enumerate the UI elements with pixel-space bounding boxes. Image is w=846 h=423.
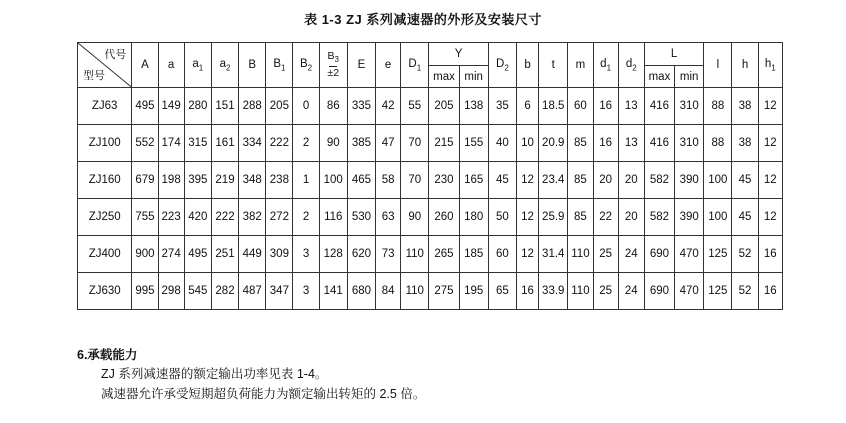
table-cell: 385	[347, 125, 375, 162]
header-B1: $B_1$	[266, 43, 293, 88]
table-cell: 47	[376, 125, 401, 162]
table-cell: 620	[347, 236, 375, 273]
table-cell: 155	[459, 125, 488, 162]
table-cell: 755	[132, 199, 158, 236]
table-cell: 20	[618, 199, 644, 236]
table-cell: 110	[568, 236, 593, 273]
table-cell: 55	[401, 88, 429, 125]
table-cell: 31.4	[539, 236, 568, 273]
table-cell: 100	[319, 162, 347, 199]
table-cell: 85	[568, 125, 593, 162]
table-cell: 22	[593, 199, 618, 236]
table-body	[78, 88, 783, 310]
header-m: m	[568, 43, 593, 88]
table-cell: 13	[618, 125, 644, 162]
table-cell: 70	[401, 162, 429, 199]
header-code-label: 代号	[104, 49, 127, 61]
table-cell: 60	[488, 236, 516, 273]
table-cell: 222	[211, 199, 238, 236]
table-cell: 298	[158, 273, 184, 310]
table-cell: 215	[429, 125, 459, 162]
header-B2: $B_2$	[293, 43, 319, 88]
table-row	[78, 236, 783, 273]
table-cell: 151	[211, 88, 238, 125]
table-cell: 40	[488, 125, 516, 162]
table-cell: 495	[132, 88, 158, 125]
table-row	[78, 88, 783, 125]
table-title: 表 1-3 ZJ 系列减速器的外形及安装尺寸	[304, 12, 542, 27]
table-cell: 223	[158, 199, 184, 236]
table-cell: 348	[239, 162, 266, 199]
table-cell: 125	[704, 273, 732, 310]
table-cell: 20.9	[539, 125, 568, 162]
table-cell: 3	[293, 236, 319, 273]
table-row	[78, 273, 783, 310]
header-e: e	[376, 43, 401, 88]
table-cell: 85	[568, 162, 593, 199]
header-a: a	[158, 43, 184, 88]
table-cell: 315	[184, 125, 211, 162]
table-cell: 251	[211, 236, 238, 273]
table-cell: 582	[644, 162, 674, 199]
table-cell: 138	[459, 88, 488, 125]
table-cell: 33.9	[539, 273, 568, 310]
table-cell: 165	[459, 162, 488, 199]
table-cell: 310	[675, 125, 704, 162]
table-cell: 1	[293, 162, 319, 199]
header-L: L	[644, 43, 703, 66]
table-cell: 230	[429, 162, 459, 199]
table-cell: 347	[266, 273, 293, 310]
table-cell: 395	[184, 162, 211, 199]
table-cell: 680	[347, 273, 375, 310]
table-cell: 275	[429, 273, 459, 310]
header-code-model-cell	[78, 43, 132, 88]
table-cell: 495	[184, 236, 211, 273]
table-cell: 18.5	[539, 88, 568, 125]
table-cell: 265	[429, 236, 459, 273]
header-h1: $h_1$	[758, 43, 782, 88]
table-cell: 2	[293, 199, 319, 236]
header-A: A	[132, 43, 158, 88]
table-cell: 25.9	[539, 199, 568, 236]
header-Y-min: min	[459, 66, 488, 88]
header-D1: $D_1$	[401, 43, 429, 88]
table-cell: 12	[516, 236, 538, 273]
table-cell: 679	[132, 162, 158, 199]
table-cell: 65	[488, 273, 516, 310]
header-a2: $a_2$	[211, 43, 238, 88]
table-cell: 274	[158, 236, 184, 273]
model-cell: ZJ100	[78, 125, 132, 162]
table-cell: 12	[758, 125, 782, 162]
table-cell: 24	[618, 236, 644, 273]
header-B3-half: $\frac{B_3}{\pm 2}$	[319, 43, 347, 88]
table-cell: 6	[516, 88, 538, 125]
table-cell: 13	[618, 88, 644, 125]
header-l: l	[704, 43, 732, 88]
table-cell: 205	[429, 88, 459, 125]
model-cell: ZJ630	[78, 273, 132, 310]
table-cell: 70	[401, 125, 429, 162]
table-cell: 52	[732, 273, 758, 310]
table-cell: 335	[347, 88, 375, 125]
table-cell: 20	[593, 162, 618, 199]
table-cell: 25	[593, 273, 618, 310]
table-cell: 552	[132, 125, 158, 162]
header-t: t	[539, 43, 568, 88]
table-cell: 25	[593, 236, 618, 273]
table-cell: 690	[644, 236, 674, 273]
table-cell: 582	[644, 199, 674, 236]
table-row	[78, 125, 783, 162]
table-cell: 382	[239, 199, 266, 236]
table-cell: 420	[184, 199, 211, 236]
table-cell: 205	[266, 88, 293, 125]
header-model-label: 型号	[83, 70, 105, 82]
table-cell: 90	[401, 199, 429, 236]
table-cell: 16	[758, 273, 782, 310]
table-cell: 288	[239, 88, 266, 125]
table-cell: 995	[132, 273, 158, 310]
table-cell: 110	[401, 236, 429, 273]
table-cell: 16	[593, 88, 618, 125]
table-cell: 390	[675, 162, 704, 199]
table-cell: 90	[319, 125, 347, 162]
section-heading: 6.承载能力	[77, 348, 138, 362]
table-cell: 449	[239, 236, 266, 273]
table-cell: 45	[732, 199, 758, 236]
model-cell: ZJ63	[78, 88, 132, 125]
table-cell: 3	[293, 273, 319, 310]
table-cell: 185	[459, 236, 488, 273]
table-cell: 2	[293, 125, 319, 162]
table-cell: 73	[376, 236, 401, 273]
table-cell: 23.4	[539, 162, 568, 199]
table-cell: 12	[516, 199, 538, 236]
table-cell: 20	[618, 162, 644, 199]
header-Y: Y	[429, 43, 488, 66]
table-cell: 38	[732, 125, 758, 162]
table-cell: 282	[211, 273, 238, 310]
header-a1: $a_1$	[184, 43, 211, 88]
table-cell: 416	[644, 88, 674, 125]
table-cell: 310	[675, 88, 704, 125]
dimension-table	[77, 42, 783, 310]
table-cell: 272	[266, 199, 293, 236]
table-cell: 45	[488, 162, 516, 199]
table-cell: 85	[568, 199, 593, 236]
table-cell: 38	[732, 88, 758, 125]
model-cell: ZJ160	[78, 162, 132, 199]
header-d1: $d_1$	[593, 43, 618, 88]
table-cell: 100	[704, 162, 732, 199]
header-b: b	[516, 43, 538, 88]
table-cell: 465	[347, 162, 375, 199]
table-cell: 390	[675, 199, 704, 236]
table-cell: 58	[376, 162, 401, 199]
header-B: B	[239, 43, 266, 88]
table-cell: 161	[211, 125, 238, 162]
table-cell: 10	[516, 125, 538, 162]
header-L-max: max	[644, 66, 674, 88]
header-E: E	[347, 43, 375, 88]
table-cell: 0	[293, 88, 319, 125]
table-cell: 128	[319, 236, 347, 273]
table-cell: 116	[319, 199, 347, 236]
table-cell: 52	[732, 236, 758, 273]
table-cell: 545	[184, 273, 211, 310]
table-cell: 198	[158, 162, 184, 199]
table-row	[78, 199, 783, 236]
table-cell: 174	[158, 125, 184, 162]
table-cell: 238	[266, 162, 293, 199]
section-line-1: ZJ 系列减速器的额定输出功率见表 1-4。	[101, 367, 328, 381]
table-cell: 110	[568, 273, 593, 310]
table-cell: 470	[675, 273, 704, 310]
table-cell: 63	[376, 199, 401, 236]
table-cell: 16	[758, 236, 782, 273]
table-cell: 12	[758, 199, 782, 236]
table-cell: 309	[266, 236, 293, 273]
table-cell: 219	[211, 162, 238, 199]
table-cell: 280	[184, 88, 211, 125]
table-cell: 84	[376, 273, 401, 310]
table-cell: 12	[758, 88, 782, 125]
table-cell: 100	[704, 199, 732, 236]
header-Y-max: max	[429, 66, 459, 88]
table-cell: 12	[758, 162, 782, 199]
header-D2: $D_2$	[488, 43, 516, 88]
table-cell: 149	[158, 88, 184, 125]
table-cell: 110	[401, 273, 429, 310]
table-cell: 16	[516, 273, 538, 310]
table-cell: 86	[319, 88, 347, 125]
table-cell: 900	[132, 236, 158, 273]
table-row	[78, 162, 783, 199]
model-cell: ZJ400	[78, 236, 132, 273]
table-cell: 141	[319, 273, 347, 310]
table-cell: 50	[488, 199, 516, 236]
table-cell: 60	[568, 88, 593, 125]
header-h: h	[732, 43, 758, 88]
table-cell: 125	[704, 236, 732, 273]
table-cell: 35	[488, 88, 516, 125]
table-cell: 487	[239, 273, 266, 310]
table-cell: 222	[266, 125, 293, 162]
table-cell: 88	[704, 125, 732, 162]
section-line-2: 减速器允许承受短期超负荷能力为额定输出转矩的 2.5 倍。	[101, 387, 426, 401]
model-cell: ZJ250	[78, 199, 132, 236]
header-d2: $d_2$	[618, 43, 644, 88]
table-cell: 260	[429, 199, 459, 236]
table-cell: 416	[644, 125, 674, 162]
table-cell: 195	[459, 273, 488, 310]
table-cell: 180	[459, 199, 488, 236]
table-cell: 530	[347, 199, 375, 236]
table-cell: 42	[376, 88, 401, 125]
table-cell: 690	[644, 273, 674, 310]
table-cell: 88	[704, 88, 732, 125]
table-cell: 16	[593, 125, 618, 162]
header-row-top	[78, 43, 783, 66]
table-cell: 24	[618, 273, 644, 310]
table-cell: 12	[516, 162, 538, 199]
table-cell: 45	[732, 162, 758, 199]
table-cell: 470	[675, 236, 704, 273]
header-L-min: min	[675, 66, 704, 88]
table-cell: 334	[239, 125, 266, 162]
